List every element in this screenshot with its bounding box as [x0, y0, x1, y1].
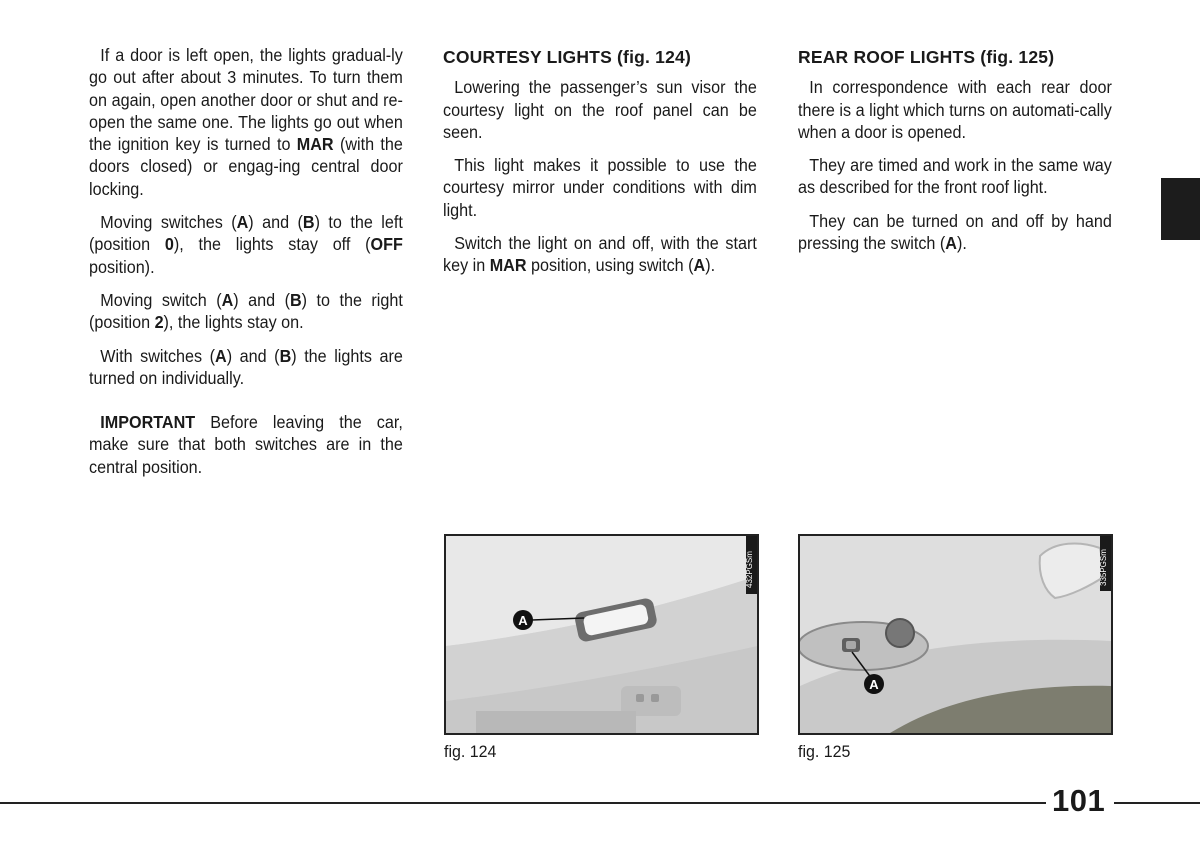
paragraph-courtesy-mirror: This light makes it possible to use the courtesy mirror under conditions with dim light.	[443, 155, 757, 220]
paragraph-switches-right: Moving switch (A) and (B) to the right (position 2), the lights stay on.	[89, 289, 403, 333]
svg-text:A: A	[518, 613, 528, 628]
paragraph-switches-individual: With switches (A) and (B) the lights are turned on individually.	[89, 345, 403, 388]
page-number: 101	[1052, 783, 1106, 818]
footer-rule-left	[0, 802, 1046, 804]
figure-124-illustration	[446, 536, 757, 733]
figure-124-photo	[444, 534, 759, 735]
section-tab-marker	[1161, 178, 1200, 240]
figure-125-photo	[798, 534, 1113, 735]
heading-rear-roof-lights: REAR ROOF LIGHTS (fig. 125)	[798, 47, 1055, 67]
figure-125-illustration	[800, 536, 1111, 733]
important-note: IMPORTANT Before leaving the car, make sure that both switches are in the central position.	[89, 412, 403, 477]
paragraph-door-open: If a door is left open, the lights gradual-ly go out after about 3 minutes. To turn them on again, open another door or shut and re-open the same one. The lights go out when the ignition key is turned to MAR (with the doors closed) or engag-ing central door locking.	[89, 45, 403, 199]
paragraph-rear-door-light: In correspondence with each rear door there is a light which turns on automati-cally when a door is opened.	[798, 77, 1112, 142]
paragraph-timed: They are timed and work in the same way as described for the front roof light.	[798, 155, 1112, 198]
important-label: IMPORTANT	[100, 412, 196, 433]
svg-text:432PGSm: 432PGSm	[745, 551, 754, 588]
column-right	[798, 44, 1113, 265]
column-left	[89, 44, 404, 489]
paragraph-manual-switch: They can be turned on and off by hand pressing the switch (A).	[798, 210, 1112, 254]
paragraph-switches-left: Moving switches (A) and (B) to the left (position 0), the lights stay off (OFF position).	[89, 212, 403, 277]
paragraph-switch-light: Switch the light on and off, with the start key in MAR position, using switch (A).	[443, 233, 757, 276]
caption-fig-125: fig. 125	[798, 742, 851, 761]
svg-text:335PGSm: 335PGSm	[1099, 549, 1108, 586]
caption-fig-124: fig. 124	[444, 742, 497, 761]
footer-rule-right	[1114, 802, 1200, 804]
column-middle	[443, 44, 758, 288]
heading-courtesy-lights: COURTESY LIGHTS (fig. 124)	[443, 47, 691, 67]
paragraph-sun-visor: Lowering the passenger’s sun visor the courtesy light on the roof panel can be seen.	[443, 77, 757, 142]
svg-text:A: A	[869, 677, 879, 692]
